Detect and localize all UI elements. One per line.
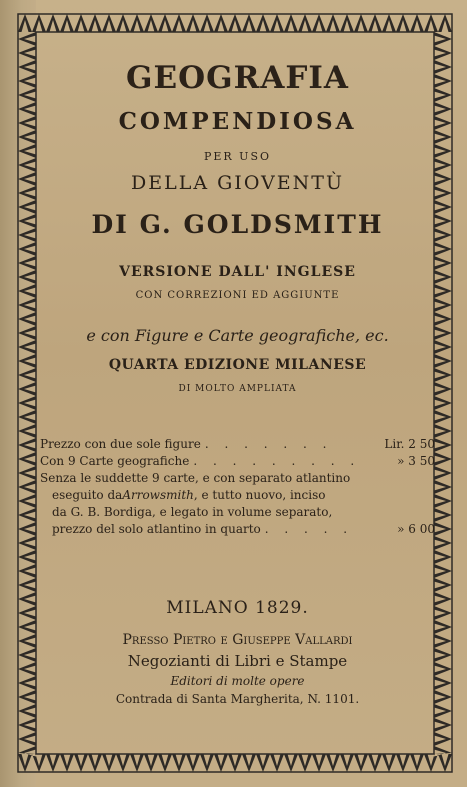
author-line: DI G. GOLDSMITH — [91, 210, 384, 239]
editors-line: Editori di molte opere — [170, 674, 305, 688]
engraver-name: Arrowsmith — [122, 488, 194, 502]
price-note — [40, 487, 435, 504]
title-page-content — [40, 60, 435, 740]
enlarged-line: DI MOLTO AMPLIATA — [178, 384, 297, 394]
price-note — [40, 470, 435, 487]
price-leader-dots: . . . . . . . . . — [193, 454, 361, 468]
price-value: » 6 00 — [397, 522, 435, 536]
price-label: prezzo del solo atlantino in quarto — [52, 522, 261, 536]
address-line: Contrada di Santa Margherita, N. 1101. — [115, 692, 360, 706]
title-della-gioventu: DELLA GIOVENTÙ — [131, 172, 344, 194]
price-row — [40, 521, 435, 538]
title-per-uso: PER USO — [203, 150, 272, 163]
price-row — [40, 436, 435, 453]
trade-line: Negozianti di Libri e Stampe — [127, 652, 348, 670]
price-note — [40, 504, 435, 521]
price-value: Lir. 2 50 — [384, 437, 435, 451]
price-note-text: da G. B. Bordiga, e legato in volume separato, — [52, 505, 333, 519]
price-note-text: Senza le suddette 9 carte, e con separato atlantino — [40, 471, 351, 485]
price-note-prefix: eseguito da — [52, 488, 123, 502]
price-label: Con 9 Carte geografiche — [40, 454, 190, 468]
version-line: VERSIONE DALL' INGLESE — [119, 264, 356, 280]
price-leader-dots: . . . . . — [264, 522, 354, 536]
title-geografia: GEOGRAFIA — [126, 60, 349, 96]
place-date: MILANO 1829. — [166, 598, 309, 618]
corrections-line: CON CORREZIONI ED AGGIUNTE — [135, 290, 340, 301]
figures-line: e con Figure e Carte geografiche, ec. — [86, 326, 389, 345]
price-list — [40, 436, 435, 538]
edition-line: QUARTA EDIZIONE MILANESE — [108, 357, 367, 373]
title-compendiosa: COMPENDIOSA — [118, 108, 357, 135]
price-label: Prezzo con due sole figure — [40, 437, 201, 451]
imprint — [40, 598, 435, 706]
price-value: » 3 50 — [397, 454, 435, 468]
publisher-line: Presso Pietro e Giuseppe Vallardi — [122, 632, 353, 648]
price-leader-dots: . . . . . . . — [204, 437, 333, 451]
price-note-suffix: , e tutto nuovo, inciso — [193, 488, 326, 502]
price-row — [40, 453, 435, 470]
